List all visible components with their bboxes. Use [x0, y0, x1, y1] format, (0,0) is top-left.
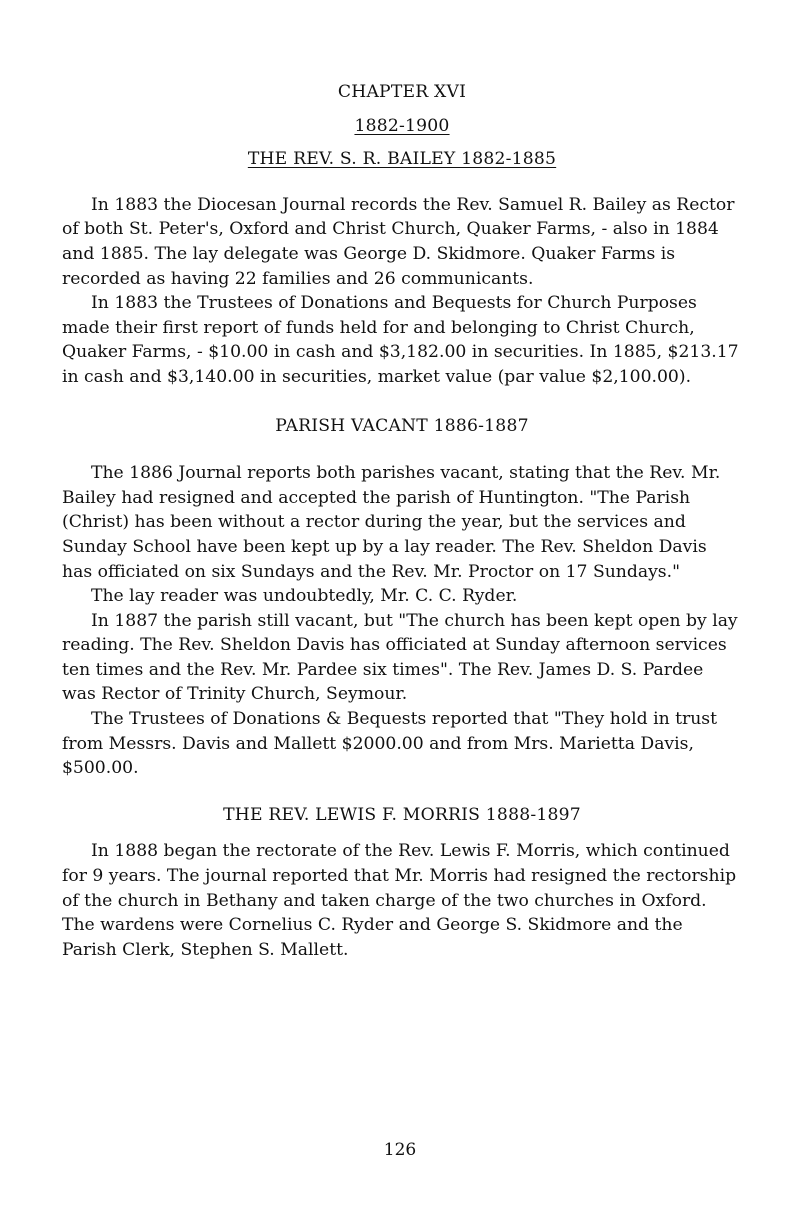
chapter-heading: CHAPTER XVI: [337, 82, 467, 102]
section-title-morris: THE REV. LEWIS F. MORRIS 1888-1897: [223, 804, 581, 825]
paragraph: In 1883 the Trustees of Donations and Bequests for Church Purposes made their first report of funds held for and belonging to Christ Church, Quaker Farms, - $10.00 in cash and $3,182.00 in securities. In 1885, $213.17 in cash and $3,140.00 in securities, market value (par value $2,100.00).: [62, 293, 739, 387]
paragraph: The Trustees of Donations & Bequests reported that "They hold in trust from Messrs. Davis and Mallett $2000.00 and from Mrs. Marietta Davis, $500.00.: [62, 709, 718, 779]
section-title-bailey: THE REV. S. R. BAILEY 1882-1885: [247, 149, 557, 170]
document-page: [62, 80, 742, 962]
paragraph: The lay reader was undoubtedly, Mr. C. C. Ryder.: [91, 586, 518, 607]
paragraph: In 1888 began the rectorate of the Rev. Lewis F. Morris, which continued for 9 years. The journal reported that Mr. Morris had resigned the rectorship of the church in Bethany and taken charge of the two churches in Oxford. The wardens were Cornelius C. Ryder and George S. Skidmore and the Parish Clerk, Stephen S. Mallett.: [62, 841, 737, 960]
paragraph: The 1886 Journal reports both parishes vacant, stating that the Rev. Mr. Bailey had resigned and accepted the parish of Huntington. "The Parish (Christ) has been without a rector during the year, but the services and Sunday School have been kept up by a lay reader. The Rev. Sheldon Davis has officiated on six Sundays and the Rev. Mr. Proctor on 17 Sundays.": [62, 463, 721, 582]
paragraph: In 1883 the Diocesan Journal records the Rev. Samuel R. Bailey as Rector of both St. Peter's, Oxford and Christ Church, Quaker Farms, - also in 1884 and 1885. The lay delegate was George D. Skidmore. Quaker Farms is recorded as having 22 families and 26 communicants.: [62, 194, 735, 289]
chapter-years: 1882-1900: [354, 115, 450, 136]
paragraph: In 1887 the parish still vacant, but "The church has been kept open by lay reading. The Rev. Sheldon Davis has officiated at Sunday afternoon services ten times and the Rev. Mr. Pardee six times". The Rev. James D. S. Pardee was Rector of Trinity Church, Seymour.: [62, 610, 738, 705]
section-title-parish-vacant: PARISH VACANT 1886-1887: [275, 415, 529, 436]
page-number: 126: [383, 1140, 417, 1160]
